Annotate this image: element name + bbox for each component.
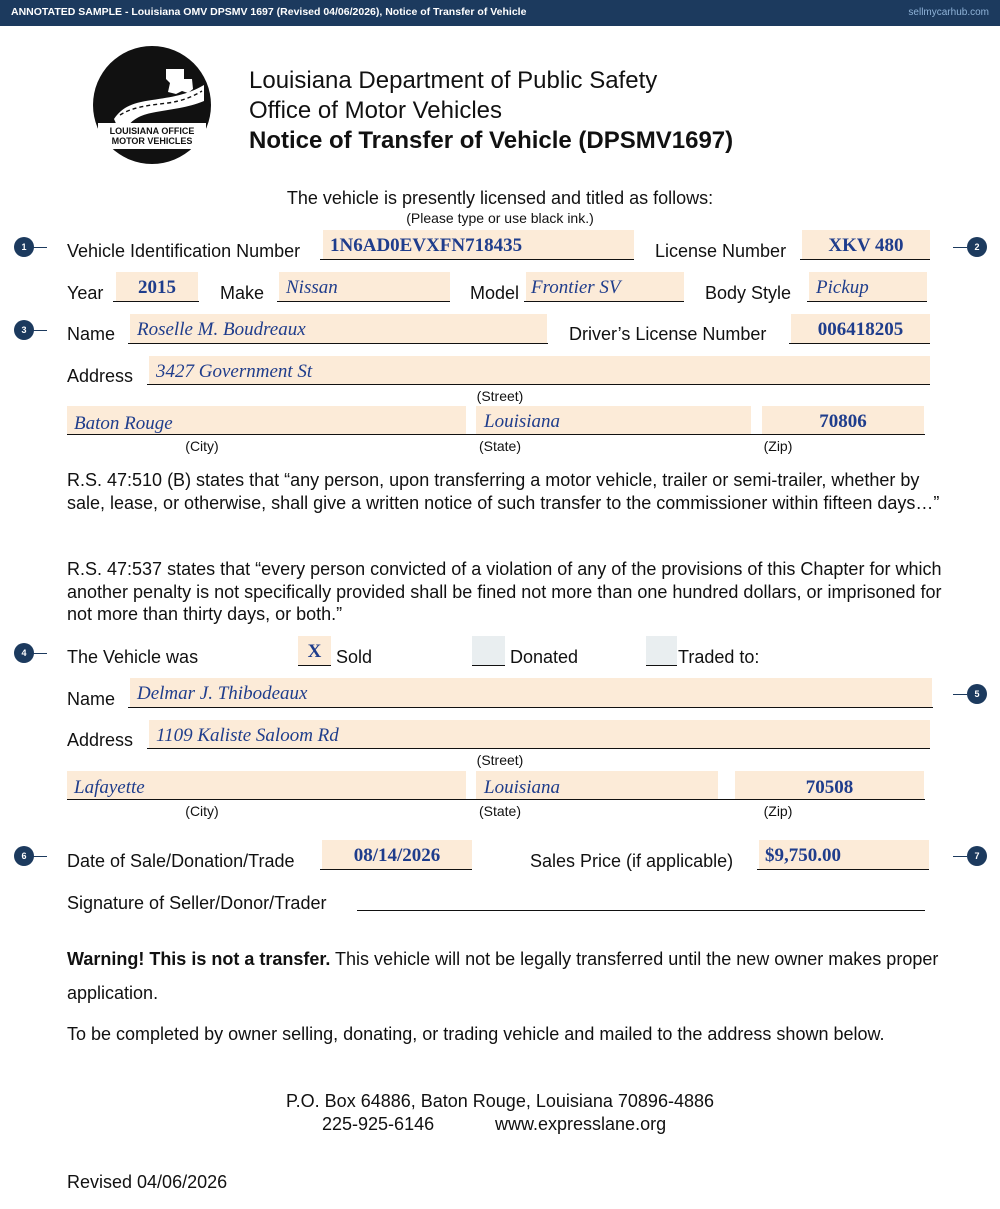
traded-checkbox-underline: [646, 665, 677, 666]
model-label: Model: [470, 283, 520, 303]
annotation-marker-5: 5: [967, 684, 987, 704]
warning-text: [67, 942, 947, 1010]
license-number-label: License Number: [655, 241, 787, 261]
seller-name-value: Roselle M. Boudreaux: [137, 319, 306, 340]
drivers-license-value: 006418205: [817, 319, 904, 340]
year-value: 2015: [138, 277, 176, 298]
buyer-street-caption: (Street): [476, 752, 524, 768]
buyer-name-underline: [128, 707, 933, 708]
buyer-state-caption: (State): [478, 803, 521, 819]
banner-title: ANNOTATED SAMPLE - Louisiana OMV DPSMV 1697 (Revised 04/06/2026), Notice of Transfer of Vehicle: [11, 6, 527, 18]
drivers-license-underline: [789, 343, 930, 344]
intro-text: The vehicle is presently licensed and titled as follows:: [286, 188, 714, 208]
make-label: Make: [220, 283, 265, 303]
buyer-city-caption: (City): [185, 803, 219, 819]
warning-rest: This vehicle will not be legally transferred until the new owner makes proper application.: [67, 949, 939, 1003]
date-of-sale-label: Date of Sale/Donation/Trade: [67, 851, 295, 871]
annotation-marker-7: 7: [967, 846, 987, 866]
drivers-license-label: Driver’s License Number: [569, 324, 767, 344]
annotation-leader-7: [953, 856, 967, 857]
date-of-sale-value: 08/14/2026: [353, 845, 441, 866]
buyer-zip-caption: (Zip): [763, 803, 793, 819]
buyer-city-value: Lafayette: [74, 777, 145, 798]
annotation-marker-3: 3: [14, 320, 34, 340]
statute-rs-47-510: R.S. 47:510 (B) states that “any person, upon transferring a motor vehicle, trailer or semi-trailer, whether by sale, lease, or otherwise, shall give a written notice of such transfer to the commissioner within fifteen days…”: [67, 470, 940, 513]
ink-note: (Please type or use black ink.): [406, 210, 594, 226]
seller-street-caption: (Street): [476, 388, 524, 404]
seller-street-underline: [147, 384, 930, 385]
vin-label: Vehicle Identification Number: [67, 241, 301, 261]
sold-check-mark: X: [307, 641, 322, 662]
year-underline: [113, 301, 199, 302]
banner-site-link[interactable]: sellmycarhub.com: [908, 7, 989, 18]
omv-logo: [92, 45, 212, 165]
annotation-marker-2: 2: [967, 237, 987, 257]
vin-underline: [320, 259, 634, 260]
annotation-leader-4: [33, 653, 47, 654]
buyer-csz-underline: [67, 799, 925, 800]
license-number-underline: [800, 259, 930, 260]
body-style-underline: [807, 301, 927, 302]
buyer-state-value: Louisiana: [484, 777, 561, 798]
header-line1: Louisiana Department of Public Safety: [249, 67, 658, 94]
seller-name-label: Name: [67, 324, 116, 344]
vin-value: 1N6AD0EVXFN718435: [330, 235, 523, 256]
date-of-sale-underline: [320, 869, 472, 870]
seller-zip-caption: (Zip): [763, 438, 793, 454]
logo-text-line1: LOUISIANA OFFICE: [109, 126, 195, 136]
logo-text-line2: MOTOR VEHICLES: [111, 136, 193, 146]
signature-label: Signature of Seller/Donor/Trader: [67, 893, 327, 913]
seller-city-caption: (City): [185, 438, 219, 454]
seller-street-value: 3427 Government St: [156, 361, 313, 382]
traded-checkbox[interactable]: [646, 636, 677, 666]
buyer-street-value: 1109 Kaliste Saloom Rd: [156, 725, 339, 746]
traded-label: Traded to:: [678, 647, 760, 667]
donated-checkbox-underline: [472, 665, 505, 666]
transfer-type-label: The Vehicle was: [67, 647, 199, 667]
donated-label: Donated: [510, 647, 579, 667]
seller-city-value: Baton Rouge: [74, 413, 173, 434]
header-line2: Office of Motor Vehicles: [249, 97, 503, 124]
statute-rs-47-537: R.S. 47:537 states that “every person convicted of a violation of any of the provisions of this Chapter for which another penalty is not specifically provided shall be fined not more than one hundred dollars, or imprisoned for not more than thirty days, or both.”: [67, 559, 942, 624]
year-label: Year: [67, 283, 104, 303]
sales-price-label: Sales Price (if applicable): [530, 851, 734, 871]
body-style-value: Pickup: [816, 277, 869, 298]
buyer-name-value: Delmar J. Thibodeaux: [137, 683, 308, 704]
sales-price-value: $9,750.00: [765, 845, 841, 866]
annotation-marker-6: 6: [14, 846, 34, 866]
annotation-leader-2: [953, 247, 967, 248]
annotation-leader-1: [33, 247, 47, 248]
model-underline: [524, 301, 684, 302]
mailing-address: P.O. Box 64886, Baton Rouge, Louisiana 70896-4886: [285, 1091, 714, 1111]
annotation-leader-6: [33, 856, 47, 857]
seller-zip-value: 70806: [819, 411, 867, 432]
model-value: Frontier SV: [531, 277, 621, 298]
seller-state-value: Louisiana: [484, 411, 561, 432]
annotation-marker-1: 1: [14, 237, 34, 257]
website-link[interactable]: www.expresslane.org: [495, 1114, 667, 1134]
sold-label: Sold: [336, 647, 373, 667]
donated-checkbox[interactable]: [472, 636, 505, 666]
make-value: Nissan: [286, 277, 338, 298]
revised-date: Revised 04/06/2026: [67, 1172, 228, 1192]
buyer-street-underline: [147, 748, 930, 749]
license-number-value: XKV 480: [828, 235, 904, 256]
buyer-zip-value: 70508: [805, 777, 854, 798]
make-underline: [277, 301, 450, 302]
form-title: Notice of Transfer of Vehicle (DPSMV1697): [249, 127, 734, 154]
buyer-name-label: Name: [67, 689, 116, 709]
body-style-label: Body Style: [705, 283, 792, 303]
seller-name-underline: [128, 343, 548, 344]
buyer-address-label: Address: [67, 730, 134, 750]
signature-line[interactable]: [357, 910, 925, 911]
phone-number: 225-925-6146: [322, 1114, 435, 1134]
seller-address-label: Address: [67, 366, 134, 386]
annotation-leader-3: [33, 330, 47, 331]
seller-state-caption: (State): [478, 438, 521, 454]
seller-csz-underline: [67, 434, 925, 435]
annotation-marker-4: 4: [14, 643, 34, 663]
annotation-leader-5: [953, 694, 967, 695]
sales-price-underline: [757, 869, 929, 870]
warning-bold: Warning! This is not a transfer.: [67, 949, 331, 969]
sold-checkbox-underline: [298, 665, 331, 666]
mailing-instructions: To be completed by owner selling, donating, or trading vehicle and mailed to the address shown below.: [67, 1024, 885, 1044]
